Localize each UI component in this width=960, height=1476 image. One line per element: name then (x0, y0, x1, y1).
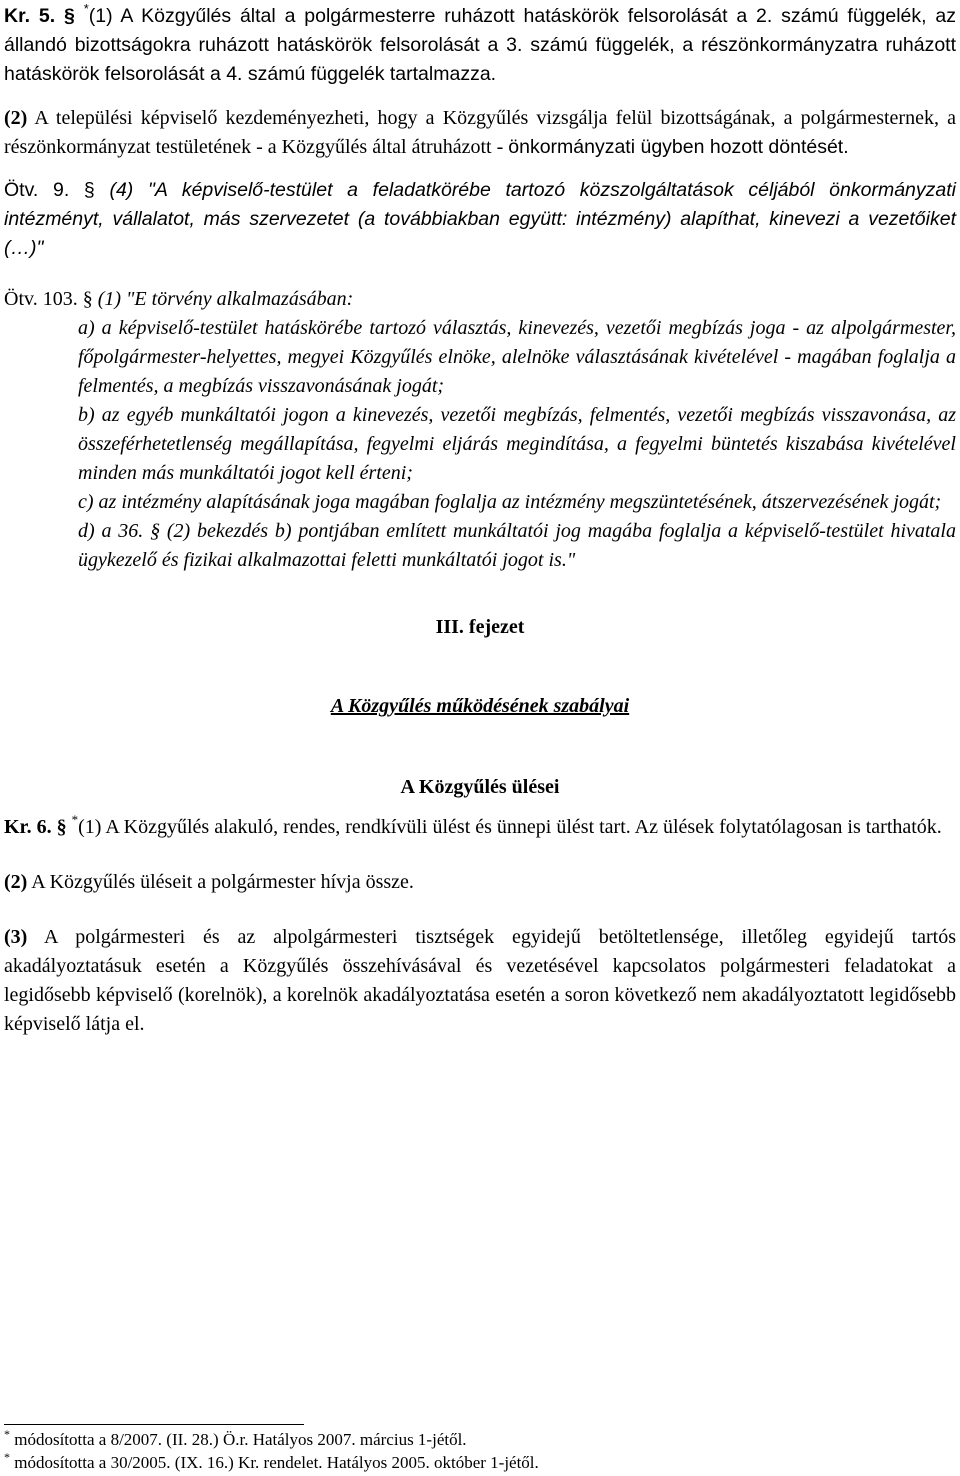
quote-text: (4) "A képviselő-testület a feladatkörébe tartozó közszolgáltatások céljából önkormányzati intézményt, vállalatot, más szervezetet (a továbbiakban együtt: intézmény) alapíthat, kinevezi a vezetőiket (…)" (4, 179, 956, 259)
otv9-quote (4, 176, 956, 263)
footnote-text: módosította a 8/2007. (II. 28.) Ö.r. Hatályos 2007. március 1-jétől. (10, 1430, 467, 1449)
list-item-b: b) az egyéb munkáltatói jogon a kinevezés, vezetői megbízás, felmentés, vezetői megbízás visszavonása, az összeférhetetlenség megállapítása, fegyelmi eljárás megindítása, a fegyelmi büntetés kiszabása kivételével minden más munkáltatói jogot kell érteni; (78, 404, 956, 484)
section-sign: § (83, 179, 95, 201)
section-subtitle: A Közgyűlés ülései (400, 776, 560, 798)
paragraph-text: A települési képviselő kezdeményezheti, hogy a Közgyűlés vizsgálja felül bizottságának, a polgármesternek, a részönkormányzat testületének - a Közgyűlés által átruházott - (4, 107, 956, 158)
kr6-paragraph-3 (4, 923, 956, 1039)
section-label: Kr. 6. (4, 816, 52, 838)
footnotes (4, 1428, 539, 1474)
chapter-heading: III. fejezet (435, 616, 525, 638)
footnote-mark: * (71, 812, 79, 827)
footnote-mark: * (4, 1427, 10, 1441)
paragraph-text: A Közgyűlés alakuló, rendes, rendkívüli ülést és ünnepi ülést tart. Az ülések folytatólagosan is tarthatók. (101, 816, 942, 838)
section-sign: § (82, 288, 93, 310)
paragraph-text-tail: önkormányzati ügyben hozott döntését. (508, 136, 849, 158)
section-sign: § (56, 816, 67, 838)
footnote-divider (4, 1424, 304, 1425)
kr6-paragraph-2 (4, 868, 956, 897)
paragraph-text: A Közgyűlés üléseit a polgármester hívja össze. (27, 871, 414, 893)
footnote-mark: * (83, 1, 89, 16)
list-item-c: c) az intézmény alapításának joga magában foglalja az intézmény megszüntetésének, átszervezésének jogát; (78, 491, 942, 513)
footnote-1 (4, 1428, 539, 1451)
footnote-2 (4, 1451, 539, 1474)
paragraph-number: (2) (4, 107, 28, 129)
section-label: Kr. 5. (4, 5, 56, 27)
paragraph-text: A polgármesteri és az alpolgármesteri tisztségek egyidejű betöltetlensége, illetőleg egyidejű tartós akadályoztatásuk esetén a Közgyűlés összehívásával és vezetésével kapcsolatos polgármesteri feladatokat a legidősebb képviselő (korelnök), a korelnök akadályoztatása esetén a soron következő nem akadályoztatott legidősebb képviselő látja el. (4, 926, 956, 1035)
section-sign: § (63, 5, 75, 27)
paragraph-number: (2) (4, 871, 28, 893)
footnote-text: módosította a 30/2005. (IX. 16.) Kr. rendelet. Hatályos 2005. október 1-jétől. (10, 1453, 539, 1472)
kr5-paragraph-2 (4, 104, 956, 162)
paragraph-number: (1) (78, 816, 102, 838)
intro-text: (1) "E törvény alkalmazásában: (92, 288, 354, 310)
kr5-paragraph-1 (4, 2, 956, 89)
paragraph-number: (1) (88, 5, 113, 27)
list-item-a: a) a képviselő-testület hatáskörébe tartozó választás, kinevezés, vezetői megbízás joga - az alpolgármester, főpolgármester-helyettes, megyei Közgyűlés elnöke, alelnöke választásának kivételével - magában foglalja a felmentés, a megbízás visszavonásának jogát; (78, 317, 956, 397)
kr6-paragraph-1 (4, 813, 956, 842)
otv103-list (78, 314, 956, 575)
document-page (4, 2, 956, 1039)
paragraph-text: A Közgyűlés által a polgármesterre ruházott hatáskörök felsorolását a 2. számú függelék, az állandó bizottságokra ruházott hatáskörök felsorolását a 3. számú függelék, a részönkormányzatra ruházott hatáskörök felsorolását a 4. számú függelék tartalmazza. (4, 5, 957, 85)
otv103-intro (4, 285, 956, 314)
chapter-title: A Közgyűlés működésének szabályai (330, 695, 630, 717)
law-reference: Ötv. 103. (4, 288, 78, 310)
footnote-mark: * (4, 1450, 10, 1464)
paragraph-number: (3) (4, 926, 28, 948)
law-reference: Ötv. 9. (4, 179, 70, 201)
list-item-d: d) a 36. § (2) bekezdés b) pontjában említett munkáltatói jog magába foglalja a képviselő-testület hivatala ügykezelő és fizikai alkalmazottai feletti munkáltatói jogot is." (78, 520, 956, 571)
